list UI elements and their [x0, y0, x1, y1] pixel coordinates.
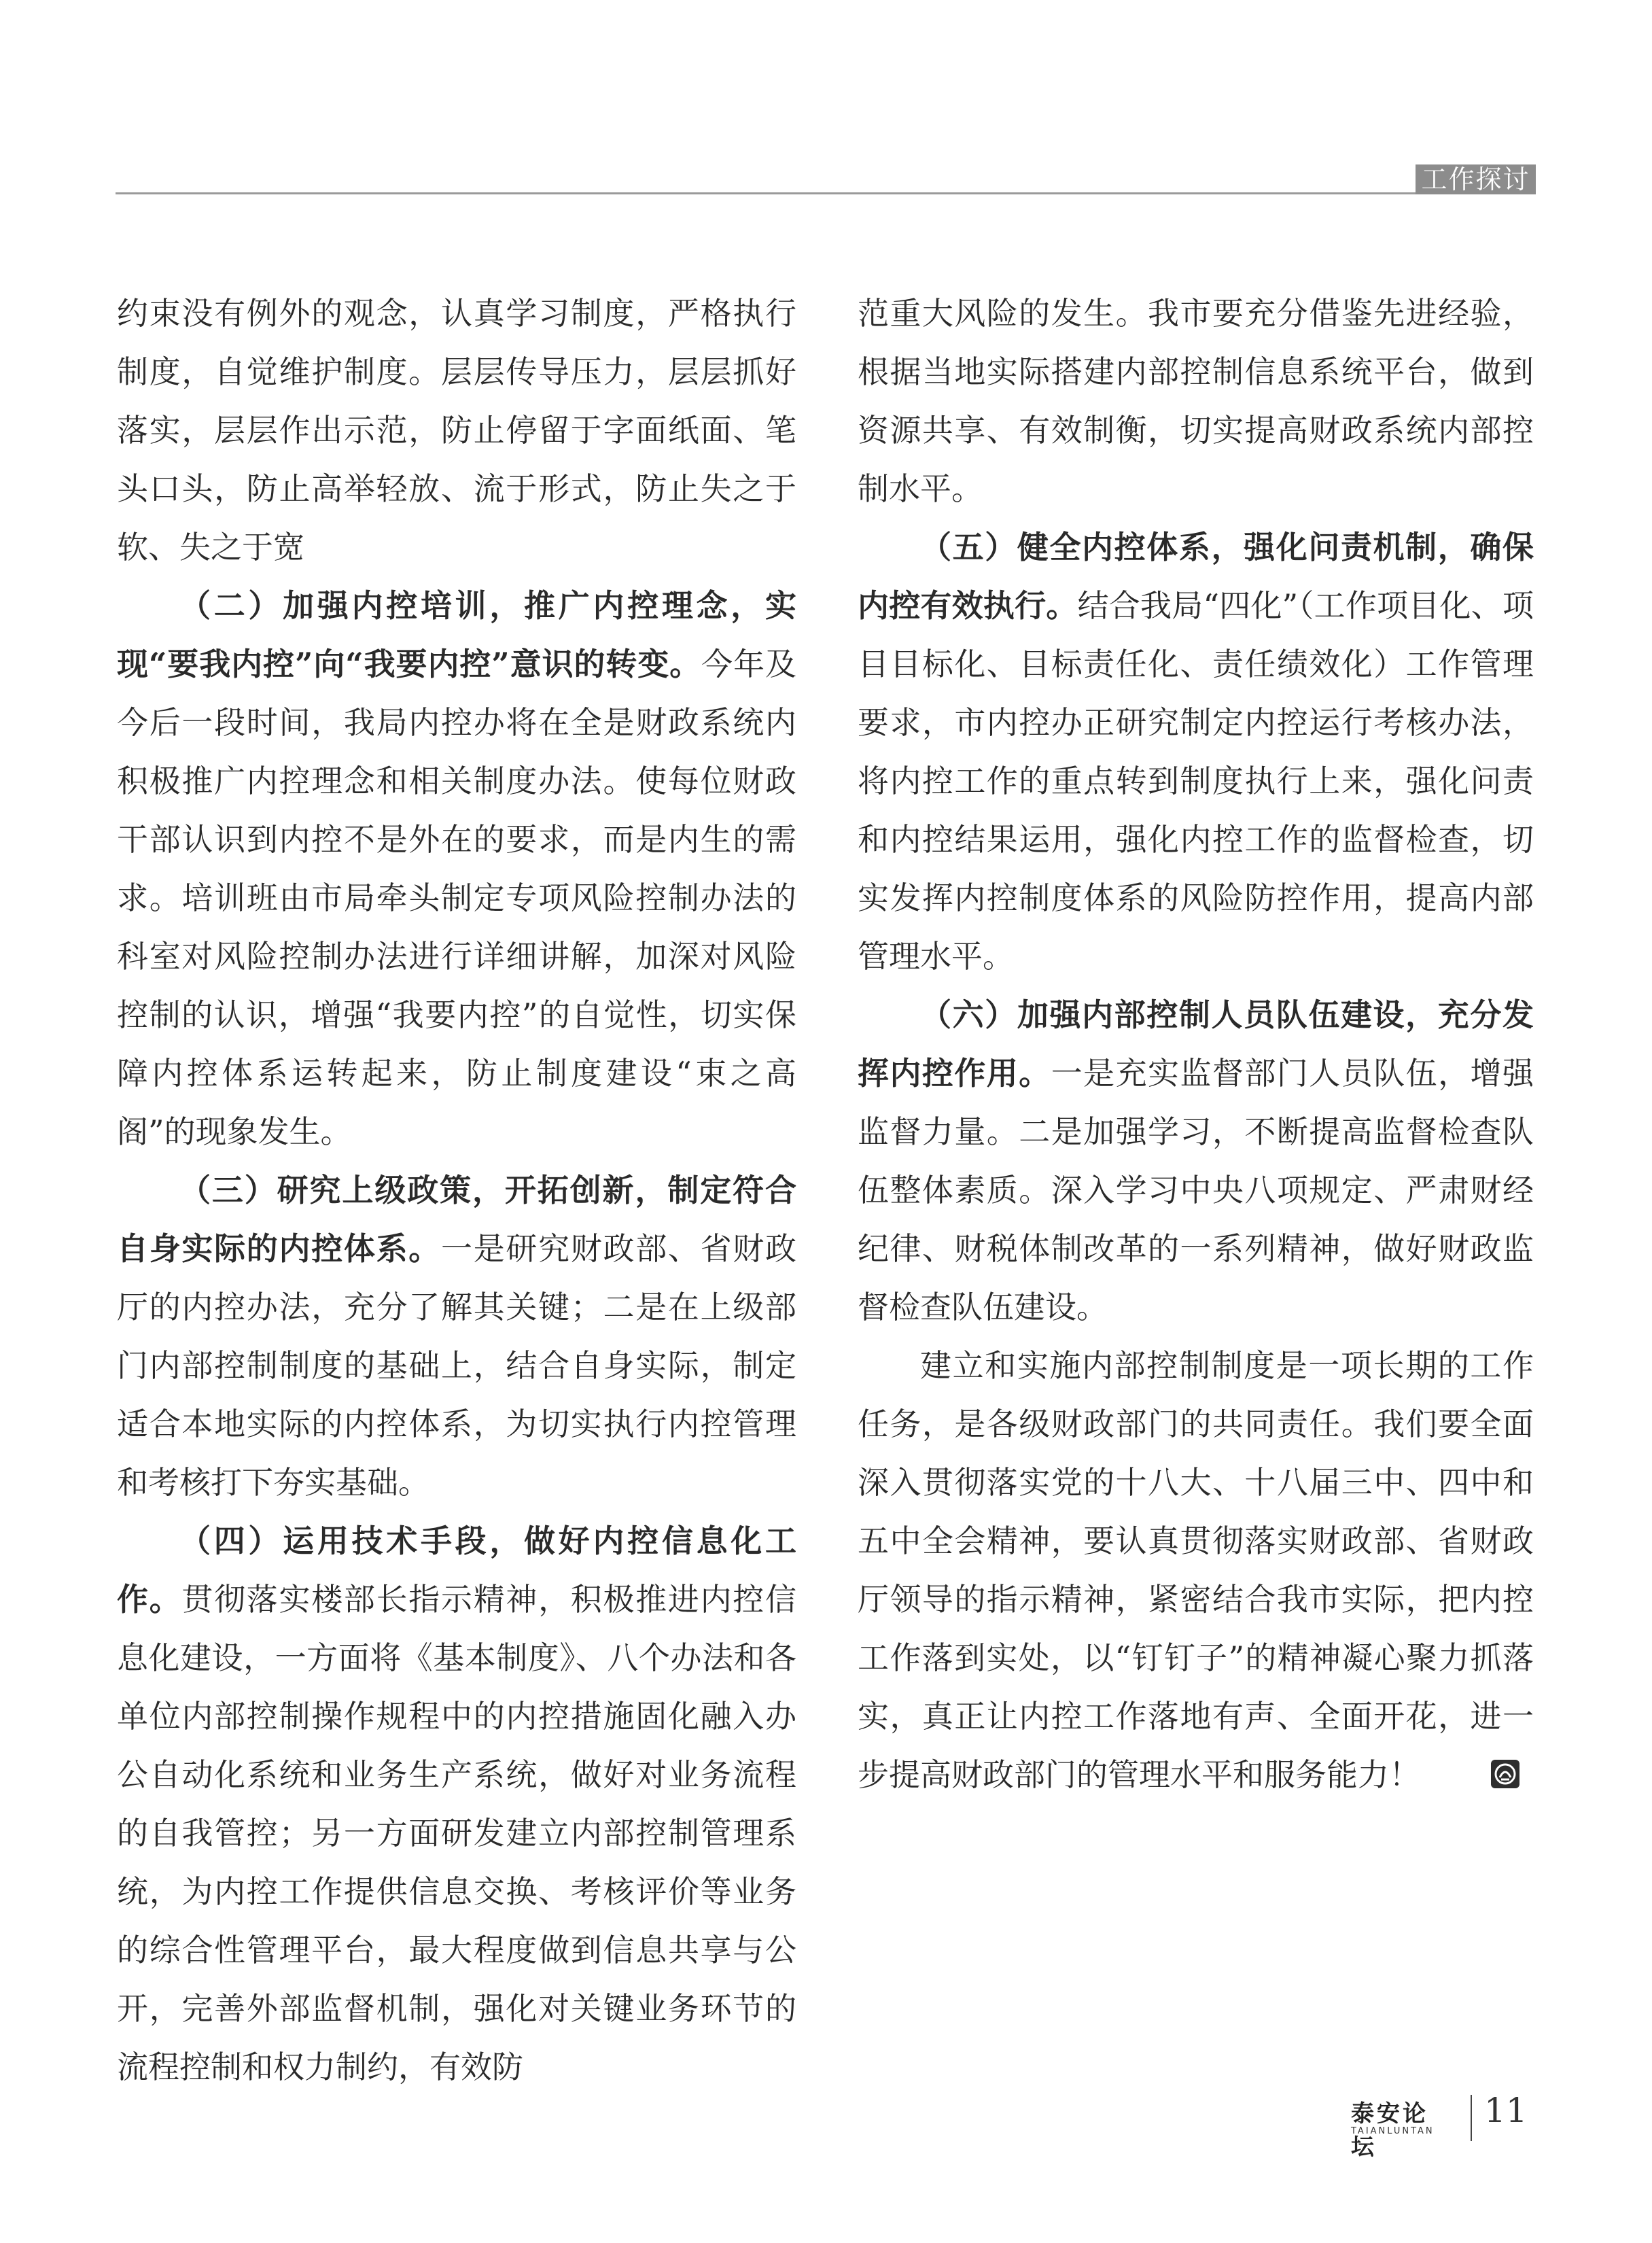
section-heading: （三）研究上级政策，开拓创新，制定符合自身实际的内控体系。: [117, 1172, 796, 1267]
paragraph: [117, 1161, 796, 1512]
section-heading: （二）加强内控培训，推广内控理念，实现“要我内控”向“我要内控”意识的转变。: [117, 587, 796, 682]
paragraph-body: 贯彻落实楼部长指示精神，积极推进内控信息化建设，一方面将《基本制度》、八个办法和各单位内部控制操作规程中的内控措施固化融入办公自动化系统和业务生产系统，做好对业务流程的自我管控；另一方面研发建立内部控制管理系统，为内控工作提供信息交换、考核评价等业务的综合性管理平台，最大程度做到信息共享与公开，完善外部监督机制，强化对关键业务环节的流程控制和权力制约，有效防: [117, 1581, 797, 2085]
paragraph: [858, 1336, 1534, 1804]
paragraph: [858, 986, 1534, 1336]
section-heading: （四）运用技术手段，做好内控信息化工作。: [117, 1523, 796, 1618]
paragraph: 约束没有例外的观念，认真学习制度，严格执行制度，自觉维护制度。层层传导压力，层层抓好落实，层层作出示范，防止停留于字面纸面、笔头口头，防止高举轻放、流于形式，防止失之于软、失之于宽: [117, 295, 796, 566]
journal-name: 泰安论坛: [1351, 2100, 1428, 2161]
right-column: [858, 284, 1534, 1804]
section-tab: 工作探讨: [1416, 164, 1536, 194]
left-column: [117, 284, 796, 2096]
paragraph-body: 今年及今后一段时间，我局内控办将在全是财政系统内积极推广内控理念和相关制度办法。使每位财政干部认识到内控不是外在的要求，而是内生的需求。培训班由市局牵头制定专项风险控制办法的科室对风险控制办法进行详细讲解，加深对风险控制的认识，增强“我要内控”的自觉性，切实保障内控体系运转起来，防止制度建设“束之高阁”的现象发生。: [117, 646, 797, 1150]
paragraph-body: 结合我局“四化”（工作项目化、项目目标化、目标责任化、责任绩效化）工作管理要求，市内控办正研究制定内控运行考核办法，将内控工作的重点转到制度执行上来，强化问责和内控结果运用，强化内控工作的监督检查，切实发挥内控制度体系的风险防控作用，提高内部管理水平。: [858, 587, 1534, 975]
paragraph: [117, 1512, 796, 2096]
paragraph: [117, 576, 796, 1161]
paragraph-body: 一是充实监督部门人员队伍，增强监督力量。二是加强学习，不断提高监督检查队伍整体素质。深入学习中央八项规定、严肃财经纪律、财税体制改革的一系列精神，做好财政监督检查队伍建设。: [858, 1055, 1534, 1325]
header-rule: [116, 192, 1536, 194]
journal-pinyin: TAIANLUNTAN: [1351, 2126, 1435, 2136]
paragraph: 范重大风险的发生。我市要充分借鉴先进经验，根据当地实际搭建内部控制信息系统平台，做到资源共享、有效制衡，切实提高财政系统内部控制水平。: [858, 295, 1534, 507]
paragraph: [858, 518, 1534, 986]
paragraph-body: 建立和实施内部控制制度是一项长期的工作任务，是各级财政部门的共同责任。我们要全面深入贯彻落实党的十八大、十八届三中、四中和五中全会精神，要认真贯彻落实财政部、省财政厅领导的指示精神，紧密结合我市实际，把内控工作落到实处，以“钉钉子”的精神凝心聚力抓落实，真正让内控工作落地有声、全面开花，进一步提高财政部门的管理水平和服务能力！: [858, 1347, 1534, 1793]
footer-divider: [1471, 2095, 1472, 2141]
article-end-seal-icon: [1427, 1750, 1458, 1781]
section-heading: （五）健全内控体系，强化问责机制，确保内控有效执行。: [858, 529, 1534, 624]
page-number: 11: [1484, 2091, 1528, 2130]
section-heading: （六）加强内部控制人员队伍建设，充分发挥内控作用。: [858, 996, 1534, 1092]
paragraph-body: 一是研究财政部、省财政厅的内控办法，充分了解其关键；二是在上级部门内部控制制度的基础上，结合自身实际，制定适合本地实际的内控体系，为切实执行内控管理和考核打下夯实基础。: [117, 1230, 796, 1501]
